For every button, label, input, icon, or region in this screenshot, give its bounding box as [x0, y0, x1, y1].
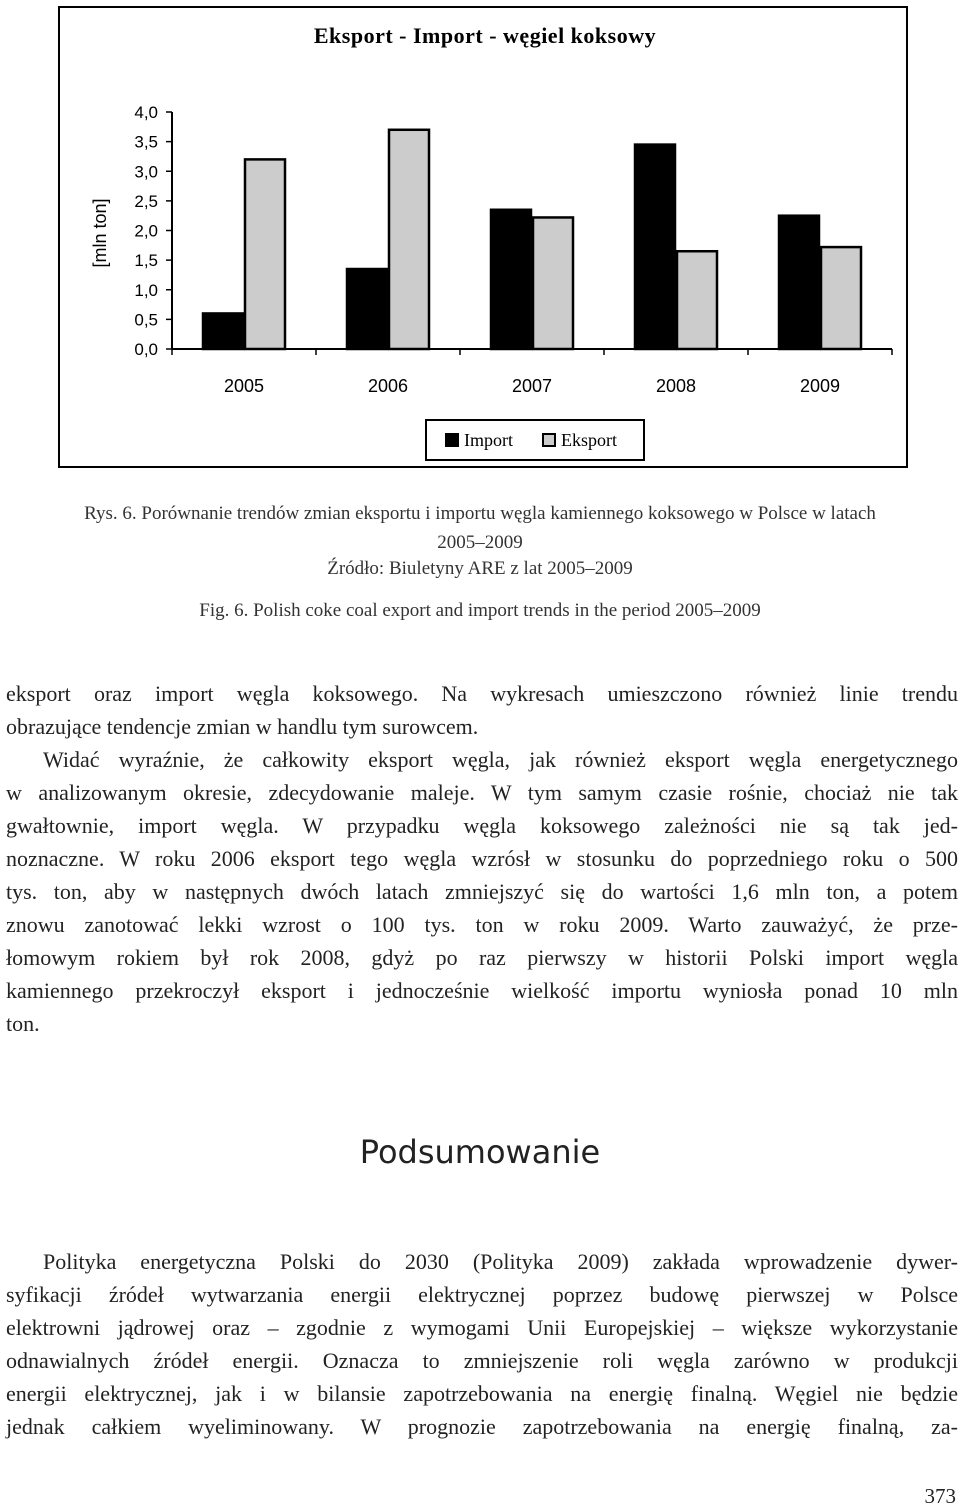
y-tick-label: 2,0	[134, 221, 158, 241]
section-heading: Podsumowanie	[359, 1133, 601, 1171]
bar-eksport-2005	[245, 159, 285, 349]
figure-caption-pl: Rys. 6. Porównanie trendów zmian eksportu i importu węgla kamiennego koksowego w Polsce w latach	[84, 503, 876, 524]
y-tick-label: 0,5	[134, 310, 158, 330]
text-line: gwałtownie, import węgla. W przypadku węgla koksowego zależności nie są tak jed-	[6, 813, 958, 838]
y-tick-label: 1,5	[134, 251, 158, 271]
body-paragraph-2	[6, 1245, 958, 1443]
bar-eksport-2009	[821, 247, 861, 349]
legend-label-eksport: Eksport	[561, 430, 617, 450]
legend-swatch-import	[446, 434, 458, 446]
text-line: Widać wyraźnie, że całkowity eksport węgla, jak również eksport węgla energetycznego	[43, 747, 958, 772]
text-line: syfikacji źródeł wytwarzania energii elektrycznej poprzez budowę pierwszej w Polsce	[6, 1282, 958, 1307]
chart-frame	[58, 6, 908, 468]
text-line: obrazujące tendencje zmian w handlu tym surowcem.	[6, 714, 479, 739]
bar-import-2005	[203, 313, 243, 349]
text-line: w analizowanym okresie, zdecydowanie maleje. W tym samym czasie rośnie, chociaż nie tak	[6, 780, 958, 805]
text-line: ton.	[6, 1011, 40, 1036]
text-line: odnawialnych źródeł energii. Oznacza to zmniejszenie roli węgla zarówno w produkcji	[6, 1348, 958, 1373]
bar-eksport-2007	[533, 217, 573, 349]
chart-title: Eksport - Import - węgiel koksowy	[313, 23, 657, 48]
x-tick-label-2009: 2009	[799, 376, 841, 396]
x-tick-label-2006: 2006	[367, 376, 409, 396]
text-line: znowu zanotować lekki wzrost o 100 tys. ton w roku 2009. Warto zauważyć, że prze-	[6, 912, 958, 937]
bar-eksport-2008	[677, 251, 717, 349]
text-line: energii elektrycznej, jak i w bilansie zapotrzebowania na energię finalną. Węgiel nie będzie	[6, 1381, 958, 1406]
body-paragraph-1	[6, 677, 958, 1040]
y-axis-label: [mln ton]	[90, 198, 110, 268]
bar-import-2006	[347, 269, 387, 349]
text-line: łomowym rokiem był rok 2008, gdyż po raz pierwszy w historii Polski import węgla	[6, 945, 958, 970]
text-line: elektrowni jądrowej oraz – zgodnie z wymogami Unii Europejskiej – większe wykorzystanie	[6, 1315, 958, 1340]
y-tick-label: 3,5	[134, 132, 158, 152]
x-tick-label-2007: 2007	[511, 376, 553, 396]
y-tick-label: 3,0	[134, 162, 158, 182]
text-line: noznaczne. W roku 2006 eksport tego węgla wzrósł w stosunku do poprzedniego roku o 500	[6, 846, 958, 871]
x-tick-label-2008: 2008	[655, 376, 697, 396]
bar-chart	[60, 8, 910, 470]
y-tick-label: 2,5	[134, 191, 158, 211]
text-line: kamiennego przekroczył eksport i jednocześnie wielkość importu wyniosła ponad 10 mln	[6, 978, 958, 1003]
figure-caption-en: Fig. 6. Polish coke coal export and import trends in the period 2005–2009	[199, 600, 761, 621]
x-tick-label-2005: 2005	[223, 376, 265, 396]
text-line: Polityka energetyczna Polski do 2030 (Polityka 2009) zakłada wprowadzenie dywer-	[43, 1249, 958, 1274]
text-line: jednak całkiem wyeliminowany. W prognozie zapotrzebowania na energię finalną, za-	[6, 1414, 958, 1439]
y-tick-label: 0,0	[134, 340, 158, 359]
figure-caption-pl-years: 2005–2009	[437, 532, 523, 553]
bar-eksport-2006	[389, 130, 429, 349]
bar-import-2007	[491, 210, 531, 349]
bar-import-2008	[635, 145, 675, 349]
legend-swatch-eksport	[543, 434, 555, 446]
y-tick-label: 1,0	[134, 280, 158, 300]
legend-label-import: Import	[464, 430, 513, 450]
text-line: eksport oraz import węgla koksowego. Na wykresach umieszczono również linie trendu	[6, 681, 958, 706]
page-number: 373	[924, 1484, 956, 1508]
figure-source: Źródło: Biuletyny ARE z lat 2005–2009	[327, 558, 633, 579]
bar-import-2009	[779, 216, 819, 349]
y-tick-label: 4,0	[134, 103, 158, 122]
text-line: tys. ton, aby w następnych dwóch latach zmniejszyć się do wartości 1,6 mln ton, a potem	[6, 879, 958, 904]
